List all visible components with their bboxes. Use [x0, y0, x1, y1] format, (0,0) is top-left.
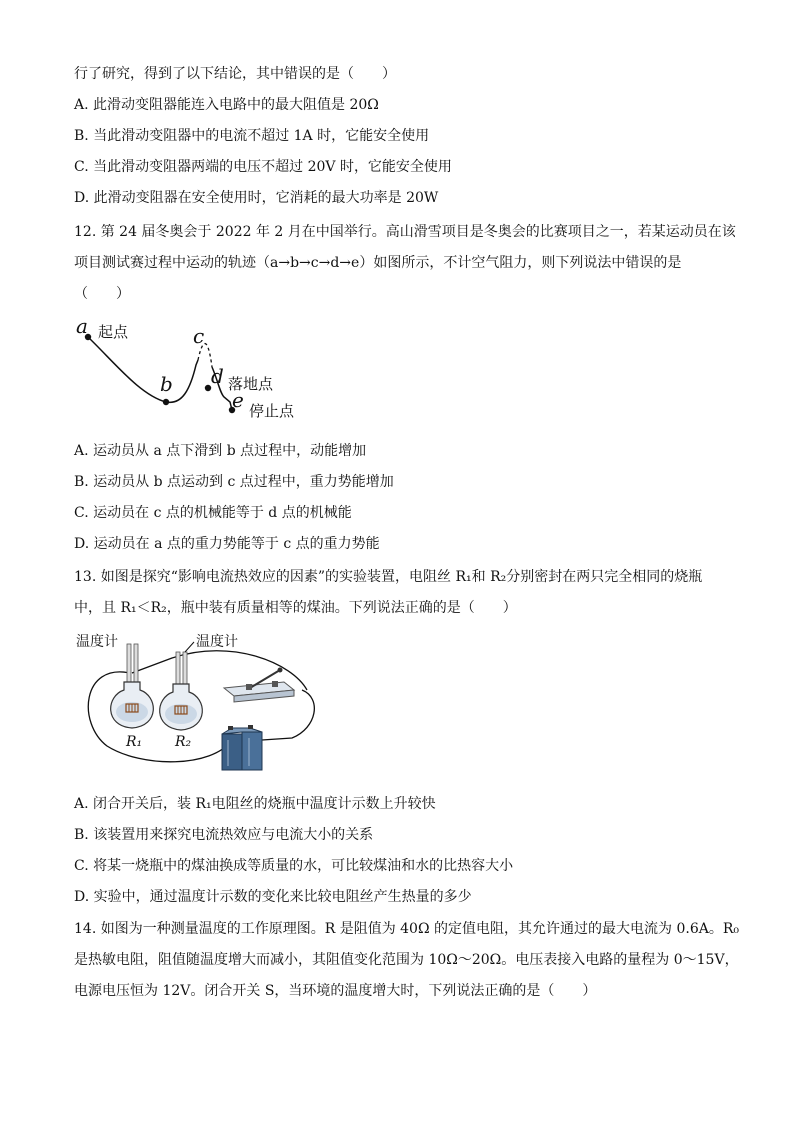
ski-trajectory-figure [70, 315, 330, 425]
q14-stem-line1: 14. 如图为一种测量温度的工作原理图。R 是阻值为 40Ω 的定值电阻，其允许通过的最大电流为 0.6A。R₀ [74, 921, 740, 937]
r2-label: R₂ [175, 734, 192, 750]
flask-r1 [111, 644, 154, 728]
q13-option-c: C. 将某一烧瓶中的煤油换成等质量的水，可比较煤油和水的比热容大小 [74, 858, 514, 874]
q11-option-b: B. 当此滑动变阻器中的电流不超过 1A 时，它能安全使用 [74, 128, 430, 144]
joule-heat-apparatus-figure [72, 628, 372, 780]
q11-stem-tail: 行了研究，得到了以下结论，其中错误的是（ ） [74, 66, 396, 82]
point-a-label: a [76, 315, 88, 338]
q13-option-a: A. 闭合开关后，装 R₁电阻丝的烧瓶中温度计示数上升较快 [74, 796, 436, 812]
q12-stem-line1: 12. 第 24 届冬奥会于 2022 年 2 月在中国举行。高山滑雪项目是冬奥会的比赛项目之一，若某运动员在该 [74, 224, 736, 240]
point-d-label: d [211, 364, 224, 388]
q12-option-c: C. 运动员在 c 点的机械能等于 d 点的机械能 [74, 505, 352, 521]
battery-pack [222, 725, 262, 770]
trajectory-a-to-c [88, 337, 198, 402]
q14-stem-line3: 电源电压恒为 12V。闭合开关 S，当环境的温度增大时，下列说法正确的是（ ） [74, 983, 597, 999]
point-b-label: b [160, 372, 173, 396]
q14-stem-line2: 是热敏电阻，阻值随温度增大而减小，其阻值变化范围为 10Ω～20Ω。电压表接入电路的量程为 0～15V， [74, 952, 739, 968]
q12-option-b: B. 运动员从 b 点运动到 c 点过程中，重力势能增加 [74, 474, 394, 490]
q13-option-d: D. 实验中，通过温度计示数的变化来比较电阻丝产生热量的多少 [74, 889, 472, 905]
thermometer-right-label: 温度计 [196, 634, 238, 650]
switch [224, 668, 294, 703]
thermometer-left-label: 温度计 [76, 634, 118, 650]
q12-option-a: A. 运动员从 a 点下滑到 b 点过程中，动能增加 [74, 443, 367, 459]
q11-option-c: C. 当此滑动变阻器两端的电压不超过 20V 时，它能安全使用 [74, 159, 452, 175]
landing-point-label: 落地点 [228, 375, 274, 393]
point-c-label: c [193, 324, 205, 348]
q13-stem-line1: 13. 如图是探究“影响电流热效应的因素”的实验装置，电阻丝 R₁和 R₂分别密封在两只完全相同的烧瓶 [74, 569, 703, 585]
stop-point-label: 停止点 [249, 402, 295, 420]
q13-option-b: B. 该装置用来探究电流热效应与电流大小的关系 [74, 827, 374, 843]
r1-label: R₁ [126, 734, 143, 750]
q11-option-a: A. 此滑动变阻器能连入电路中的最大阻值是 20Ω [74, 97, 379, 113]
q12-stem-line3: （ ） [74, 286, 130, 302]
point-e-label: e [232, 388, 244, 412]
q11-option-d: D. 此滑动变阻器在安全使用时，它消耗的最大功率是 20W [74, 190, 439, 206]
start-point-label: 起点 [98, 323, 129, 341]
flask-r2 [160, 652, 203, 730]
q12-option-d: D. 运动员在 a 点的重力势能等于 c 点的重力势能 [74, 536, 380, 552]
q13-stem-line2: 中，且 R₁＜R₂，瓶中装有质量相等的煤油。下列说法正确的是（ ） [74, 600, 517, 616]
q12-stem-line2: 项目测试赛过程中运动的轨迹（a→b→c→d→e）如图所示，不计空气阻力，则下列说法中错误的是 [74, 255, 682, 271]
